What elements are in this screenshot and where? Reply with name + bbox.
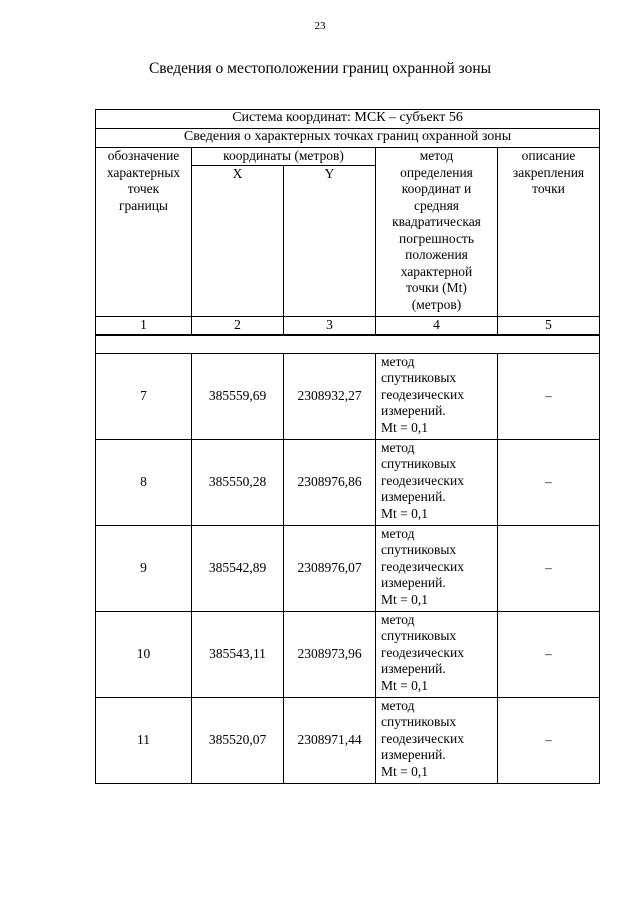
header-method-line: координат и xyxy=(401,181,472,196)
method-cell xyxy=(376,439,498,525)
y-coordinate-cell: 2308973,96 xyxy=(284,611,376,697)
description-cell: – xyxy=(498,439,600,525)
method-line: спутниковых xyxy=(381,714,457,729)
method-cell xyxy=(376,353,498,439)
description-cell: – xyxy=(498,353,600,439)
method-cell xyxy=(376,697,498,783)
point-number-cell: 7 xyxy=(96,353,192,439)
method-line: геодезических xyxy=(381,644,464,660)
method-line: измерений. xyxy=(381,747,446,762)
method-line: спутниковых xyxy=(381,628,457,643)
header-designation-line: точек xyxy=(127,181,160,196)
header-designation-line: характерных xyxy=(106,164,181,180)
method-line: измерений. xyxy=(381,575,446,590)
document-title: Сведения о местоположении границ охранной зоны xyxy=(148,60,492,77)
header-description-line: закрепления xyxy=(512,164,585,180)
header-x: X xyxy=(192,165,284,316)
method-cell xyxy=(376,611,498,697)
header-designation-line: обозначение xyxy=(107,148,180,163)
table-row xyxy=(96,353,600,439)
header-description-line: описание xyxy=(521,148,576,163)
x-coordinate-cell: 385559,69 xyxy=(192,353,284,439)
method-line: измерений. xyxy=(381,403,446,418)
method-line: метод xyxy=(381,439,415,455)
y-coordinate-cell: 2308976,07 xyxy=(284,525,376,611)
method-line: спутниковых xyxy=(381,456,457,471)
y-coordinate-cell: 2308976,86 xyxy=(284,439,376,525)
description-cell: – xyxy=(498,697,600,783)
column-number: 2 xyxy=(192,316,284,335)
header-designation xyxy=(96,148,192,317)
header-y: Y xyxy=(284,165,376,316)
header-method-line: квадратическая xyxy=(392,214,481,229)
method-line: Mt = 0,1 xyxy=(381,591,428,607)
method-line: Mt = 0,1 xyxy=(381,677,428,693)
table-row xyxy=(96,525,600,611)
method-line: измерений. xyxy=(381,661,446,676)
method-line: метод xyxy=(381,611,415,627)
point-number-cell: 10 xyxy=(96,611,192,697)
method-cell xyxy=(376,525,498,611)
table-row xyxy=(96,697,600,783)
x-coordinate-cell: 385543,11 xyxy=(192,611,284,697)
column-number: 3 xyxy=(284,316,376,335)
method-line: спутниковых xyxy=(381,370,457,385)
page-number: 23 xyxy=(314,20,326,32)
header-description xyxy=(498,148,600,317)
header-method-line: определения xyxy=(400,164,473,180)
y-coordinate-cell: 2308971,44 xyxy=(284,697,376,783)
header-coordinates: координаты (метров) xyxy=(192,148,376,166)
point-number-cell: 8 xyxy=(96,439,192,525)
method-line: геодезических xyxy=(381,730,464,746)
y-coordinate-cell: 2308932,27 xyxy=(284,353,376,439)
table-row xyxy=(96,611,600,697)
method-line: геодезических xyxy=(381,386,464,402)
method-line: метод xyxy=(381,697,415,713)
separator-row xyxy=(96,335,600,354)
header-method-line: средняя xyxy=(413,197,460,213)
column-number: 4 xyxy=(376,316,498,335)
x-coordinate-cell: 385550,28 xyxy=(192,439,284,525)
header-method-line: (метров) xyxy=(411,296,462,312)
description-cell: – xyxy=(498,525,600,611)
method-line: геодезических xyxy=(381,558,464,574)
boundary-points-table xyxy=(95,109,600,784)
header-method-line: характерной xyxy=(400,263,473,279)
method-line: Mt = 0,1 xyxy=(381,763,428,779)
x-coordinate-cell: 385520,07 xyxy=(192,697,284,783)
method-line: геодезических xyxy=(381,472,464,488)
header-designation-line: границы xyxy=(118,197,169,213)
header-method-line: положения xyxy=(405,247,468,262)
header-description-line: точки xyxy=(532,181,565,196)
point-number-cell: 9 xyxy=(96,525,192,611)
header-method-line: точки (Mt) xyxy=(406,280,467,295)
header-method-line: погрешность xyxy=(398,230,474,246)
method-line: метод xyxy=(381,525,415,541)
coordinate-system-caption: Система координат: МСК – субъект 56 xyxy=(96,110,600,129)
column-number: 5 xyxy=(498,316,600,335)
x-coordinate-cell: 385542,89 xyxy=(192,525,284,611)
description-cell: – xyxy=(498,611,600,697)
method-line: метод xyxy=(381,353,415,369)
column-number-row xyxy=(96,316,600,335)
column-number: 1 xyxy=(96,316,192,335)
method-line: Mt = 0,1 xyxy=(381,505,428,521)
table-row xyxy=(96,439,600,525)
header-method xyxy=(376,148,498,317)
header-method-line: метод xyxy=(419,148,454,163)
method-line: спутниковых xyxy=(381,542,457,557)
characteristic-points-caption: Сведения о характерных точках границ охранной зоны xyxy=(96,129,600,148)
separator-cell xyxy=(96,335,600,354)
point-number-cell: 11 xyxy=(96,697,192,783)
method-line: измерений. xyxy=(381,489,446,504)
method-line: Mt = 0,1 xyxy=(381,419,428,435)
